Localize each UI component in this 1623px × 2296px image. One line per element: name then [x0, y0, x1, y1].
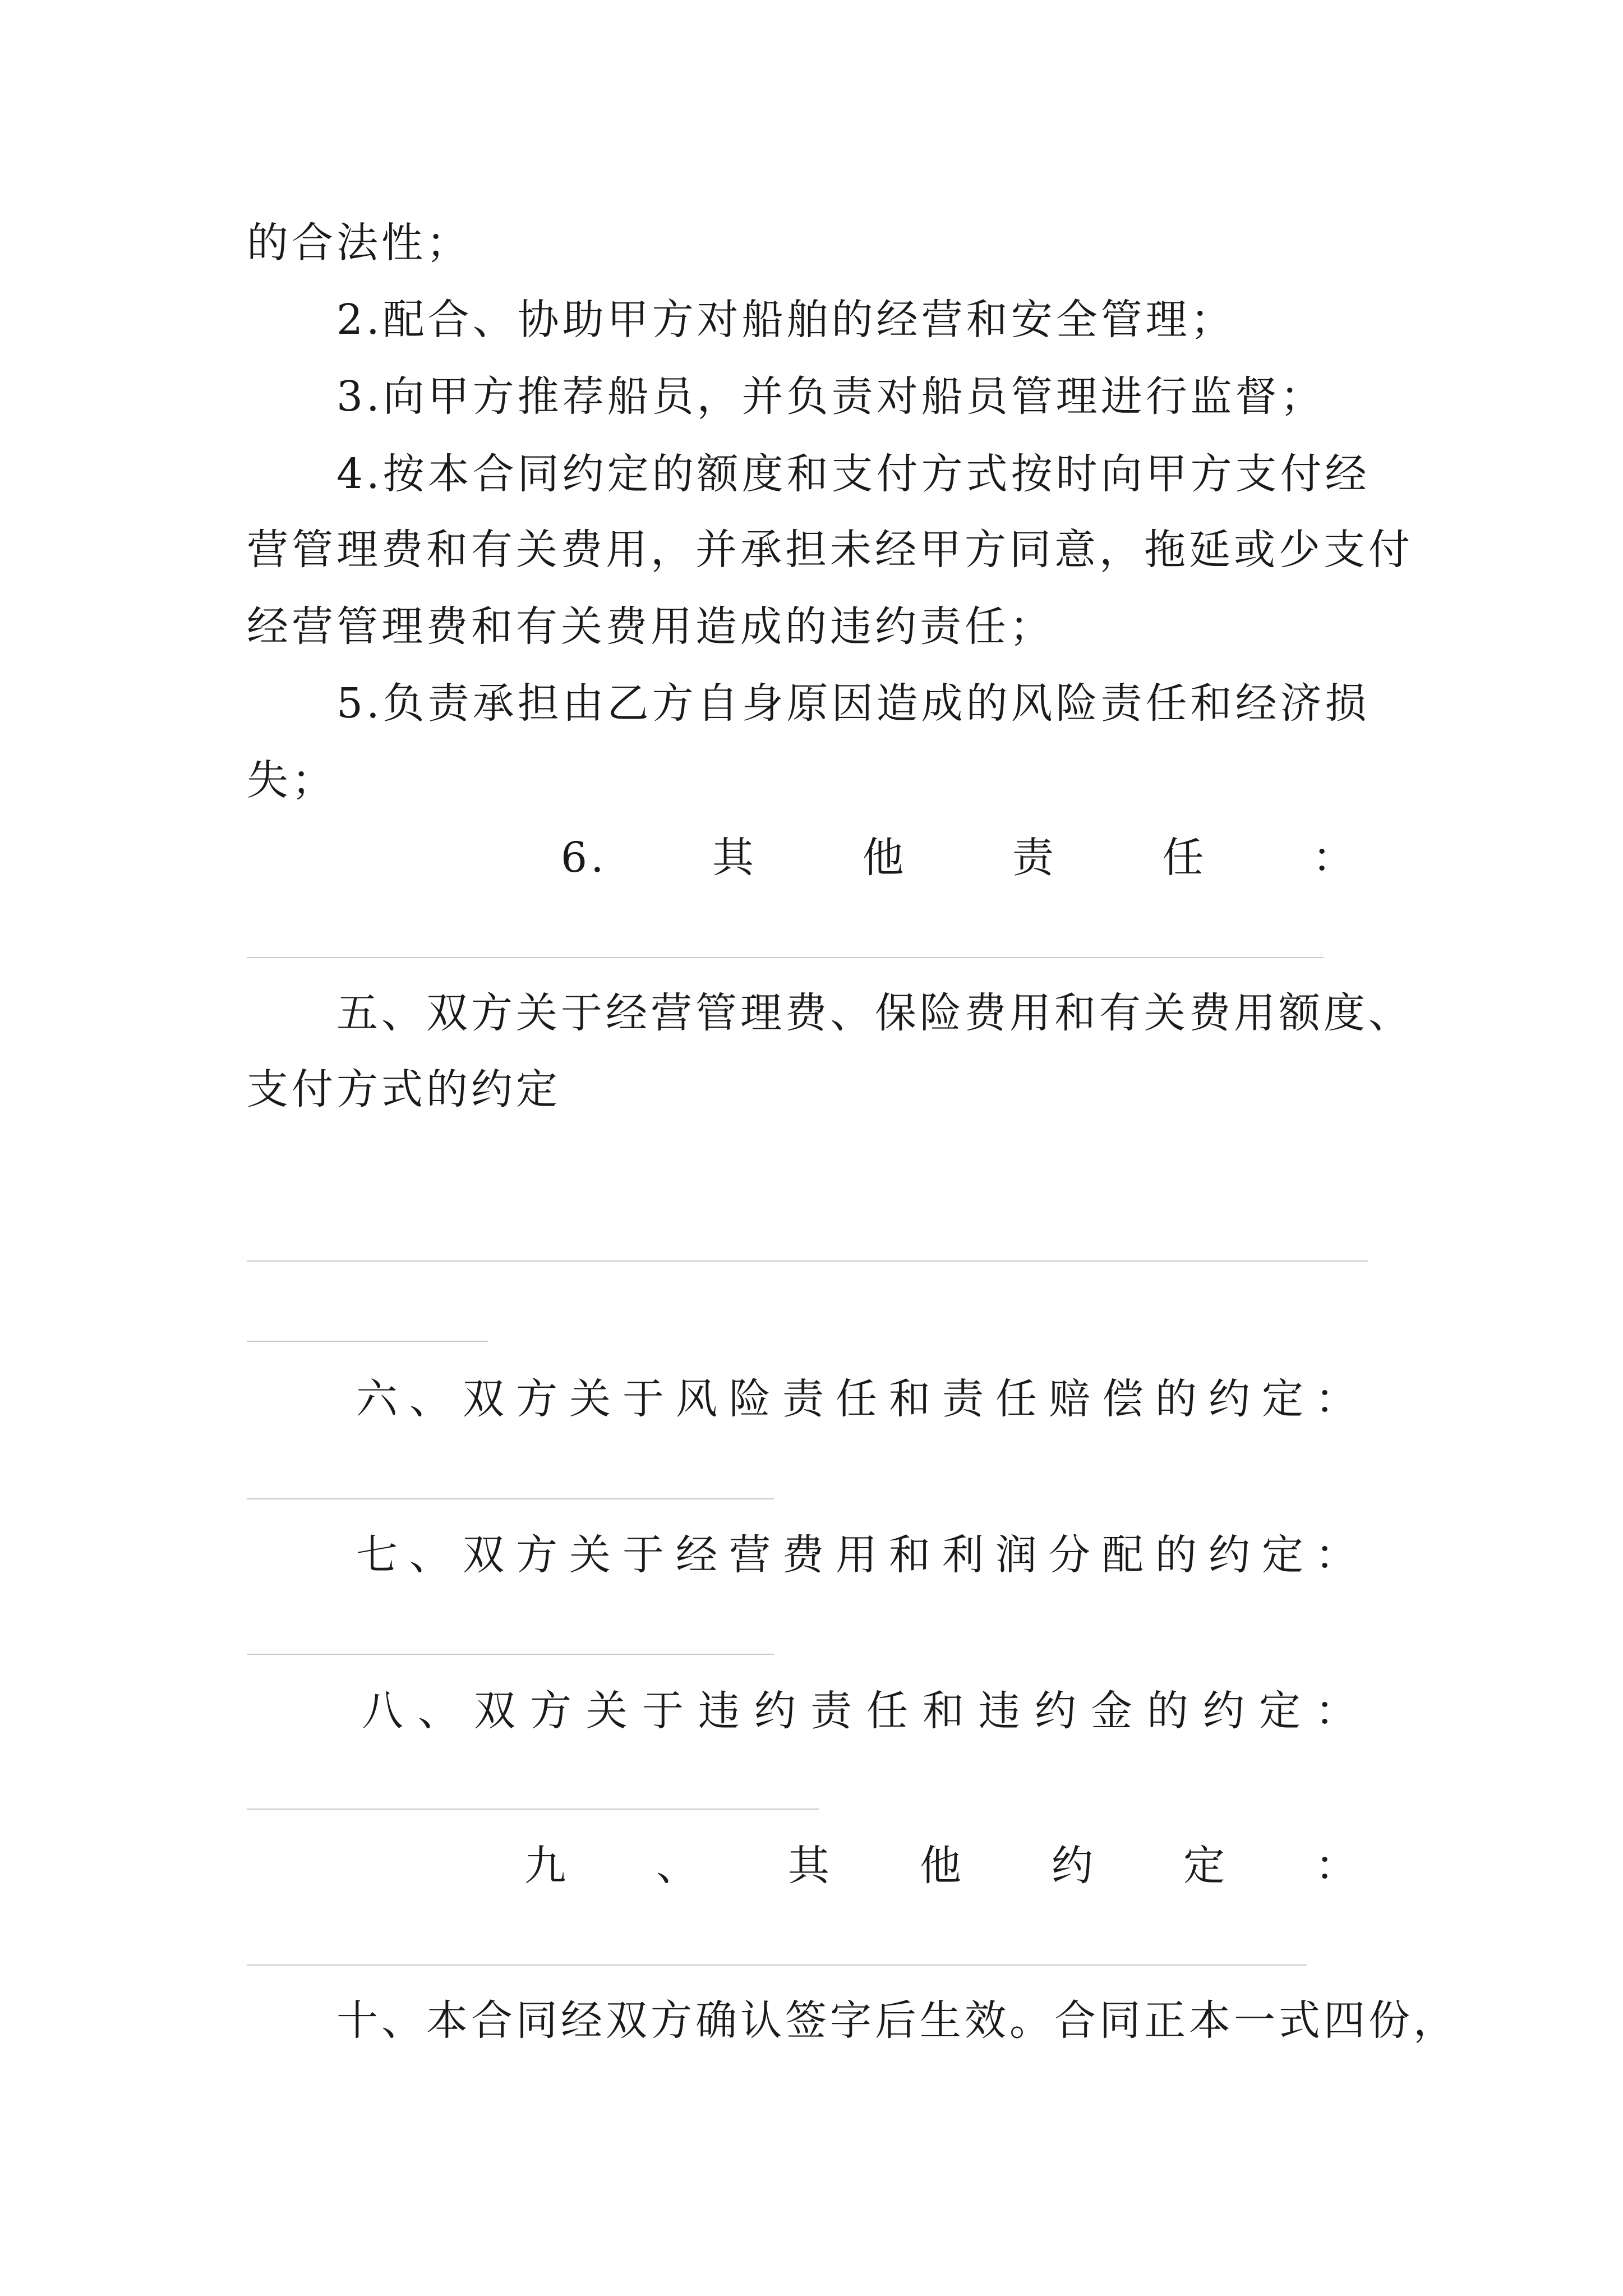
- section-heading: [356, 1372, 1360, 1426]
- heading-char: 任: [836, 1375, 880, 1423]
- heading-char: 配: [1102, 1531, 1147, 1579]
- clause-heading-other-duties: [561, 831, 1357, 885]
- heading-char: 九: [524, 1842, 569, 1890]
- blank-fill-line: [247, 1260, 1368, 1262]
- heading-char: 其: [788, 1842, 833, 1890]
- heading-char: 约: [1052, 1842, 1096, 1890]
- text-line: 失；: [247, 756, 336, 804]
- heading-char: 违: [698, 1687, 743, 1735]
- heading-char: 关: [586, 1687, 631, 1735]
- heading-char: 利: [942, 1531, 987, 1579]
- heading-char: 约: [1209, 1531, 1253, 1579]
- heading-char: 责: [1012, 834, 1058, 882]
- heading-char: 双: [474, 1687, 519, 1735]
- heading-char: 他: [920, 1842, 965, 1890]
- text-line: 5.负责承担由乙方自身原因造成的风险责任和经济损: [336, 679, 1370, 728]
- heading-char: 用: [836, 1531, 880, 1579]
- text-line: 3.向甲方推荐船员，并负责对船员管理进行监督；: [336, 372, 1325, 421]
- section-heading: 五、双方关于经营管理费、保险费用和有关费用额度、: [336, 989, 1413, 1037]
- blank-fill-line: [247, 1964, 1307, 1966]
- heading-char: 费: [782, 1531, 827, 1579]
- heading-char: 八: [362, 1687, 407, 1735]
- heading-char: 润: [995, 1531, 1040, 1579]
- heading-char: 营: [729, 1531, 774, 1579]
- heading-char: 任: [866, 1687, 911, 1735]
- heading-char: 定: [1259, 1687, 1304, 1735]
- text-line: 的合法性；: [247, 219, 471, 267]
- blank-fill-line: [247, 1341, 488, 1342]
- heading-char: 于: [642, 1687, 687, 1735]
- heading-char: 、: [418, 1687, 463, 1735]
- heading-char: 责: [810, 1687, 855, 1735]
- heading-char: 于: [623, 1531, 667, 1579]
- text-line: 支付方式的约定: [247, 1065, 561, 1114]
- heading-char: 经: [676, 1531, 721, 1579]
- heading-char: 的: [1155, 1375, 1200, 1423]
- heading-char: 和: [889, 1375, 934, 1423]
- heading-char: 其: [712, 834, 758, 882]
- heading-char: 约: [1203, 1687, 1248, 1735]
- heading-char: 方: [516, 1531, 561, 1579]
- heading-char: 、: [409, 1375, 454, 1423]
- section-heading: [356, 1528, 1360, 1582]
- heading-char: 违: [979, 1687, 1023, 1735]
- heading-char: 定: [1262, 1531, 1307, 1579]
- section-heading: 十、本合同经双方确认签字后生效。合同正本一式四份，: [336, 1996, 1458, 2045]
- heading-char: 定: [1183, 1842, 1228, 1890]
- blank-fill-line: [247, 1498, 774, 1499]
- blank-fill-line: [247, 1809, 819, 1810]
- text-line: 2.配合、协助甲方对船舶的经营和安全管理；: [336, 296, 1235, 344]
- heading-char: 偿: [1102, 1375, 1147, 1423]
- heading-char: ：: [1315, 1687, 1360, 1735]
- heading-char: 关: [569, 1531, 614, 1579]
- section-heading: [524, 1839, 1360, 1893]
- heading-char: 任: [1162, 834, 1207, 882]
- text-line: 4.按本合同约定的额度和支付方式按时向甲方支付经: [336, 450, 1370, 498]
- heading-char: 和: [889, 1531, 934, 1579]
- heading-char: 6.: [561, 834, 607, 882]
- heading-char: 和: [923, 1687, 967, 1735]
- heading-char: ：: [1315, 1375, 1360, 1423]
- heading-char: 的: [1155, 1531, 1200, 1579]
- blank-fill-line: [247, 957, 1324, 958]
- heading-char: 金: [1091, 1687, 1136, 1735]
- heading-char: 任: [995, 1375, 1040, 1423]
- heading-char: 分: [1049, 1531, 1094, 1579]
- heading-char: 于: [623, 1375, 667, 1423]
- heading-char: 方: [516, 1375, 561, 1423]
- heading-char: 、: [409, 1531, 454, 1579]
- heading-char: 赔: [1049, 1375, 1094, 1423]
- heading-char: 责: [782, 1375, 827, 1423]
- heading-char: 他: [862, 834, 907, 882]
- section-heading: [362, 1684, 1360, 1738]
- heading-char: 风: [676, 1375, 721, 1423]
- heading-char: 双: [463, 1531, 508, 1579]
- heading-char: 关: [569, 1375, 614, 1423]
- heading-char: 约: [754, 1687, 799, 1735]
- text-line: 经营管理费和有关费用造成的违约责任；: [247, 602, 1054, 651]
- heading-char: ：: [1315, 1842, 1360, 1890]
- text-line: 营管理费和有关费用，并承担未经甲方同意，拖延或少支付: [247, 526, 1413, 574]
- heading-char: ：: [1312, 834, 1357, 882]
- heading-char: 定: [1262, 1375, 1307, 1423]
- heading-char: 约: [1035, 1687, 1080, 1735]
- heading-char: 、: [656, 1842, 701, 1890]
- heading-char: 的: [1147, 1687, 1192, 1735]
- heading-char: 方: [530, 1687, 575, 1735]
- heading-char: 双: [463, 1375, 508, 1423]
- heading-char: ：: [1315, 1531, 1360, 1579]
- blank-fill-line: [247, 1654, 774, 1655]
- heading-char: 六: [356, 1375, 401, 1423]
- heading-char: 约: [1209, 1375, 1253, 1423]
- heading-char: 责: [942, 1375, 987, 1423]
- heading-char: 七: [356, 1531, 401, 1579]
- heading-char: 险: [729, 1375, 774, 1423]
